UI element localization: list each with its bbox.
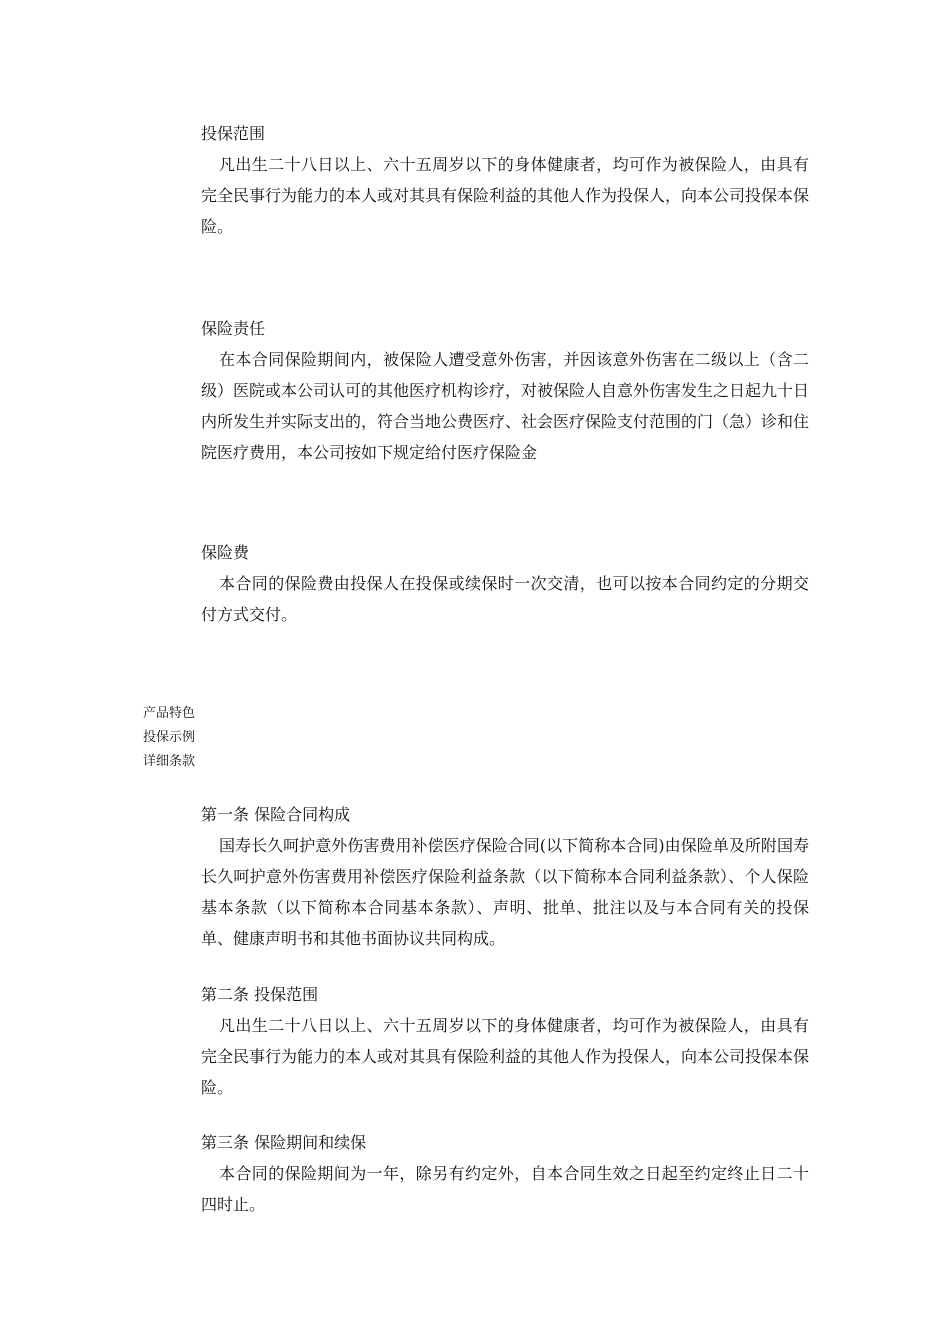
- section-title: 投保范围: [201, 124, 266, 143]
- section-paragraph: 在本合同保险期间内，被保险人遭受意外伤害，并因该意外伤害在二级以上（含二级）医院或本公司认可的其他医疗机构诊疗，对被保险人自意外伤害发生之日起九十日内所发生并实际支出的，符合当地公费医疗、社会医疗保险支付范围的门（急）诊和住院医疗费用，本公司按如下规定给付医疗保险金: [201, 350, 810, 462]
- article-paragraph: 凡出生二十八日以上、六十五周岁以下的身体健康者，均可作为被保险人，由具有完全民事行为能力的本人或对其具有保险利益的其他人作为投保人，向本公司投保本保险。: [201, 1016, 810, 1097]
- section-paragraph: 本合同的保险费由投保人在投保或续保时一次交清，也可以按本合同约定的分期交付方式交付。: [201, 574, 809, 624]
- article-3: [201, 1127, 809, 1220]
- nav-item-product-features[interactable]: 产品特色: [143, 706, 196, 721]
- product-nav: [143, 702, 195, 774]
- article-1: [201, 799, 809, 954]
- article-paragraph: 本合同的保险期间为一年，除另有约定外，自本合同生效之日起至约定终止日二十四时止。: [201, 1164, 809, 1214]
- section-title: 保险费: [201, 543, 250, 562]
- nav-item-insurance-example[interactable]: 投保示例: [143, 730, 196, 745]
- article-title: 第一条 保险合同构成: [201, 805, 351, 824]
- nav-item-detailed-terms[interactable]: 详细条款: [143, 754, 196, 769]
- section-premium: [201, 537, 809, 630]
- article-title: 第二条 投保范围: [201, 985, 319, 1004]
- section-coverage-scope: [201, 118, 809, 242]
- section-insurance-liability: [201, 313, 809, 468]
- section-title: 保险责任: [201, 319, 266, 338]
- article-2: [201, 979, 809, 1103]
- section-paragraph: 凡出生二十八日以上、六十五周岁以下的身体健康者，均可作为被保险人，由具有完全民事行为能力的本人或对其具有保险利益的其他人作为投保人，向本公司投保本保险。: [201, 155, 810, 236]
- article-paragraph: 国寿长久呵护意外伤害费用补偿医疗保险合同(以下简称本合同)由保险单及所附国寿长久呵护意外伤害费用补偿医疗保险利益条款（以下简称本合同利益条款）、个人保险基本条款（以下简称本合同基本条款）、声明、批单、批注以及与本合同有关的投保单、健康声明书和其他书面协议共同构成。: [201, 836, 809, 948]
- article-title: 第三条 保险期间和续保: [201, 1133, 367, 1152]
